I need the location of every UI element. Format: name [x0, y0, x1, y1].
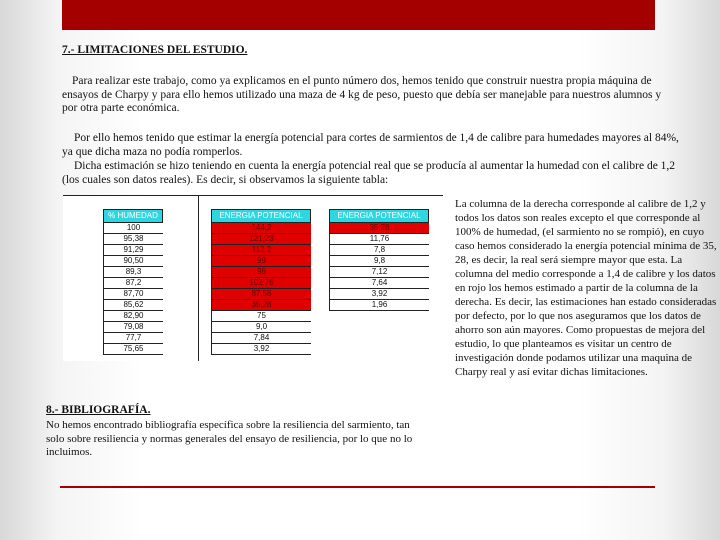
table-cell: 100 — [103, 223, 163, 234]
table-cell: 87,70 — [103, 289, 163, 300]
table-cell: 75 — [211, 311, 311, 322]
table-cell: 1,96 — [329, 300, 429, 311]
paragraph-2: Por ello hemos tenido que estimar la energía potencial para cortes de sarmientos de 1,4 de calibre para humedades mayores al 84%, ya que dicha maza no podía romperlos. — [62, 132, 679, 158]
table-cell: 11,76 — [329, 234, 429, 245]
table-cell: 35,28 — [329, 223, 429, 234]
column-header: ENERGIA POTENCIAL — [211, 209, 311, 223]
table-cell: 35,28 — [211, 300, 311, 311]
column-header: % HUMEDAD — [103, 209, 163, 223]
section7-title: 7.- LIMITACIONES DEL ESTUDIO. — [62, 44, 248, 56]
column-header: ENERGIA POTENCIAL — [329, 209, 429, 223]
data-table-image — [63, 195, 443, 361]
energy-14-column — [211, 209, 311, 355]
footer-line — [60, 486, 655, 488]
paragraph-3: Dicha estimación se hizo teniendo en cuenta la energía potencial real que se producía al aumentar la humedad con el calibre de 1,2 (los cuales son datos reales). Es decir, si observamos la siguiente tabla: — [62, 160, 676, 186]
table-cell: 87,56 — [211, 289, 311, 300]
header-bar — [62, 0, 655, 30]
table-cell: 102,76 — [211, 278, 311, 289]
table-cell: 7,8 — [329, 245, 429, 256]
humidity-column — [103, 209, 163, 355]
table-cell: 3,92 — [211, 344, 311, 355]
energy-12-column — [329, 209, 429, 311]
table-cell: 9,0 — [211, 322, 311, 333]
table-cell: 3,92 — [329, 289, 429, 300]
paragraph-1: Para realizar este trabajo, como ya explicamos en el punto número dos, hemos tenido que construir nuestra propia máquina de ensayos de Charpy y para ello hemos utilizado una maza de 4 kg de peso, puesto que debía ser manejable para nuestros alumnos y por otra parte económica. — [62, 75, 662, 114]
table-cell: 121,23 — [211, 234, 311, 245]
table-cell: 7,64 — [329, 278, 429, 289]
table-cell: 96 — [211, 267, 311, 278]
table-cell: 77,7 — [103, 333, 163, 344]
divider — [198, 196, 199, 361]
table-cell: 9,8 — [329, 256, 429, 267]
table-cell: 89,3 — [103, 267, 163, 278]
table-cell: 79,08 — [103, 322, 163, 333]
table-cell: 112,2 — [211, 245, 311, 256]
table-cell: 75,65 — [103, 344, 163, 355]
table-cell: 95,38 — [103, 234, 163, 245]
table-cell: 82,90 — [103, 311, 163, 322]
table-cell: 90,50 — [103, 256, 163, 267]
table-cell: 87,2 — [103, 278, 163, 289]
table-cell: 85,62 — [103, 300, 163, 311]
bibliography-text: No hemos encontrado bibliografía específica sobre la resiliencia del sarmiento, tan solo sobre resiliencia y normas generales del ensayo de resiliencia, por lo que no lo incluimos. — [46, 419, 413, 458]
table-cell: 99 — [211, 256, 311, 267]
table-cell: 91,29 — [103, 245, 163, 256]
right-explanation: La columna de la derecha corresponde al calibre de 1,2 y todos los datos son reales excepto el que corresponde al 100% de humedad, (el sarmiento no se rompió), en cuyo caso hemos considerado la energía potencial mínima de 35, 28, es decir, la real será siempre mayor que esta. La columna del medio corresponde a 1,4 de calibre y los datos en rojo los hemos estimado a partir de la columna de la derecha. Es decir, las estimaciones han estado consideradas por defecto, por lo que nos aseguramos que los datos de ahorro son aún mayores. Como propuestas de mejora del estudio, lo que planteamos es visitar un centro de investigación donde podamos utilizar una maquina de Charpy real y así evitar dichas limitaciones. — [455, 198, 717, 378]
table-cell: 7,84 — [211, 333, 311, 344]
table-cell: 144,2 — [211, 223, 311, 234]
section8-title: 8.- BIBLIOGRAFÍA. — [46, 404, 151, 416]
table-cell: 7,12 — [329, 267, 429, 278]
